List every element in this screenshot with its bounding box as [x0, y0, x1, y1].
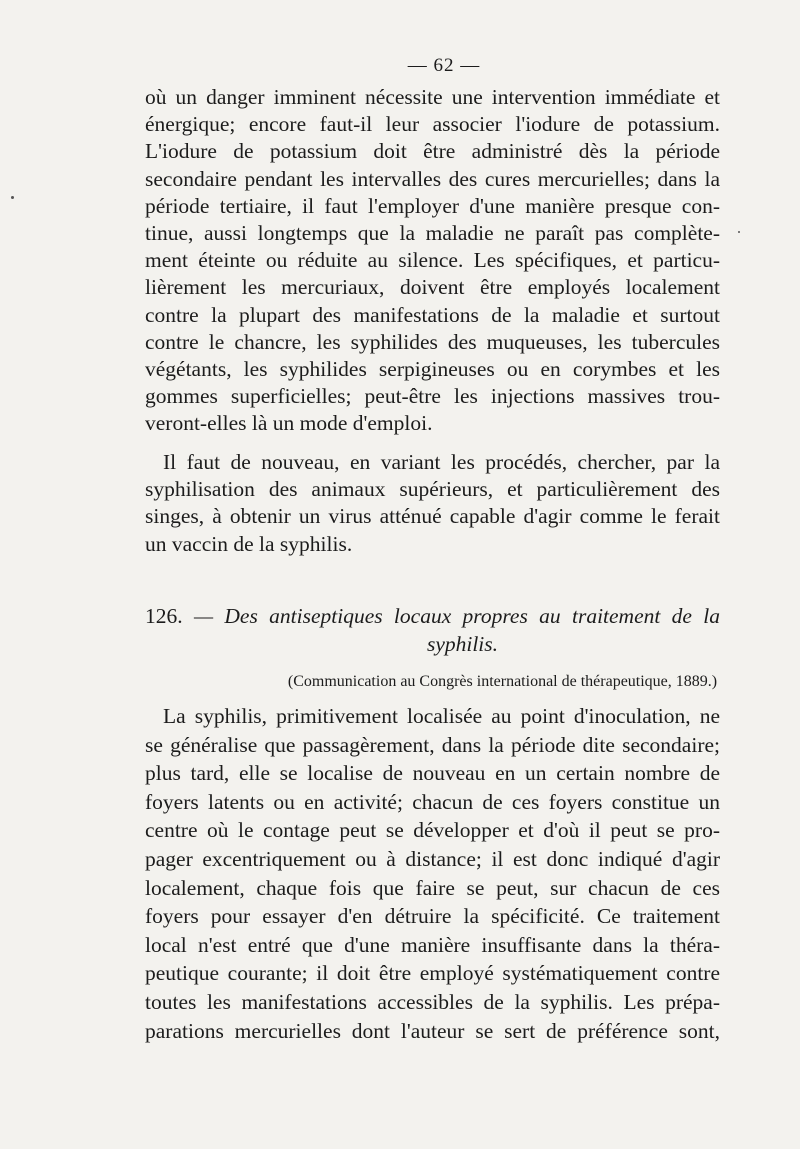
- text-line: végétants, les syphilides serpigineuses ou en corymbes et les: [145, 356, 720, 381]
- section-number: 126.: [145, 604, 183, 628]
- scan-speck: [11, 196, 14, 199]
- section-title-line-2: syphilis.: [426, 632, 499, 656]
- text-line: centre où le contage peut se développer et d'où il peut se pro-: [145, 818, 720, 843]
- text-line: pager excentriquement ou à distance; il est donc indiqué d'agir: [145, 846, 720, 871]
- text-line: contre le chancre, les syphilides des muqueuses, les tubercules: [145, 329, 720, 354]
- section-title: — Des antiseptiques locaux propres au traitement de la: [193, 604, 721, 628]
- text-line: Il faut de nouveau, en variant les procédés, chercher, par la: [163, 450, 720, 474]
- paragraph: [145, 702, 720, 1045]
- text-line: singes, à obtenir un virus atténué capable d'agir comme le ferait: [145, 504, 720, 529]
- text-line: gommes superficielles; peut-être les injections massives trou-: [145, 384, 720, 409]
- paragraph: [145, 449, 720, 558]
- text-line: se généralise que passagèrement, dans la période dite secondaire;: [145, 732, 720, 757]
- text-line: où un danger imminent nécessite une intervention immédiate et: [145, 85, 720, 109]
- text-line: localement, chaque fois que faire se peut, sur chacun de ces: [145, 875, 720, 900]
- text-line: ment éteinte ou réduite au silence. Les spécifiques, et particu-: [145, 248, 720, 273]
- text-line: local n'est entré que d'une manière insuffisante dans la théra-: [145, 932, 720, 957]
- text-line: plus tard, elle se localise de nouveau en un certain nombre de: [145, 761, 720, 786]
- text-line: L'iodure de potassium doit être administré dès la période: [145, 139, 720, 164]
- text-line: syphilisation des animaux supérieurs, et particulièrement des: [145, 477, 720, 502]
- text-line: un vaccin de la syphilis.: [145, 531, 353, 556]
- text-line: contre la plupart des manifestations de la maladie et surtout: [145, 302, 720, 327]
- paragraph-continuation: [145, 84, 720, 437]
- text-line: lièrement les mercuriaux, doivent être employés localement: [145, 275, 720, 300]
- text-line: parations mercurielles dont l'auteur se sert de préférence sont,: [145, 1018, 720, 1043]
- section-title-line-1: [145, 602, 720, 630]
- text-line: peutique courante; il doit être employé systématiquement contre: [145, 961, 720, 986]
- text-line: foyers latents ou en activité; chacun de ces foyers constitue un: [145, 789, 720, 814]
- section-heading: [145, 602, 720, 658]
- text-line: énergique; encore faut-il leur associer l'iodure de potassium.: [145, 112, 720, 137]
- scan-speck: [738, 231, 740, 233]
- text-line: veront-elles là un mode d'emploi.: [145, 411, 433, 436]
- text-line: secondaire pendant les intervalles des cures mercurielles; dans la: [145, 166, 720, 191]
- section-citation: (Communication au Congrès international de thérapeutique, 1889.): [287, 673, 718, 690]
- text-line: La syphilis, primitivement localisée au point d'inoculation, ne: [163, 704, 720, 728]
- text-line: période tertiaire, il faut l'employer d'une manière presque con-: [145, 193, 720, 218]
- page-number: — 62 —: [407, 55, 481, 76]
- text-line: tinue, aussi longtemps que la maladie ne paraît pas complète-: [145, 220, 720, 245]
- text-line: foyers pour essayer d'en détruire la spécificité. Ce traitement: [145, 904, 720, 929]
- text-line: toutes les manifestations accessibles de la syphilis. Les prépa-: [145, 989, 720, 1014]
